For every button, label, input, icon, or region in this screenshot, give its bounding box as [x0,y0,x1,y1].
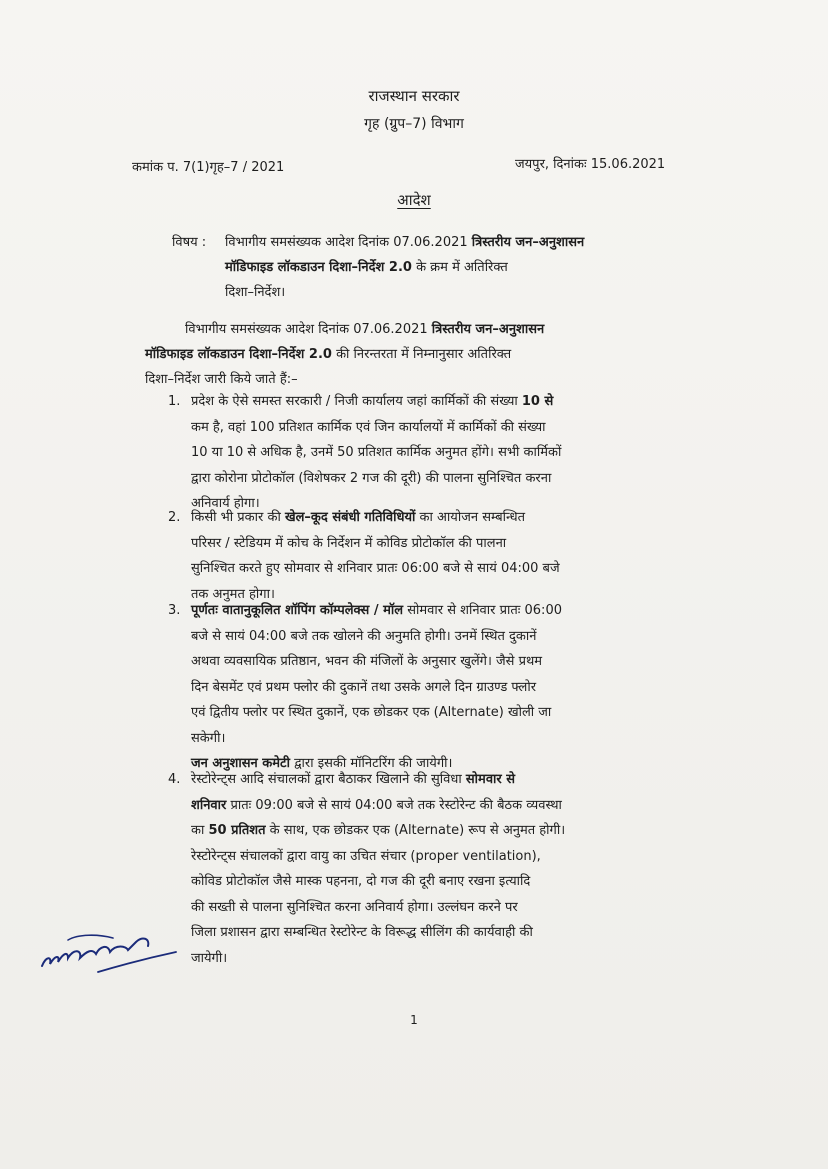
item-line: अथवा व्यवसायिक प्रतिष्ठान, भवन की मंजिलों के अनुसार खुलेंगे। जैसे प्रथम [191,654,543,669]
item-line: जन अनुशासन कमेटी द्वारा इसकी मॉनिटरिंग की जायेगी। [191,756,453,771]
item-number: 2. [168,510,181,525]
instruction-item [168,767,693,971]
order-title [0,190,828,210]
instruction-item [168,598,693,777]
instruction-item [168,389,693,517]
intro-line-1: विभागीय समसंख्यक आदेश दिनांक 07.06.2021 त्रिस्तरीय जन–अनुशासन [185,322,545,337]
item-line: का 50 प्रतिशत के साथ, एक छोडकर एक (Alternate) रूप से अनुमत होगी। [191,823,566,838]
item-line: की सख्ती से पालना सुनिश्चित करना अनिवार्य होगा। उल्लंघन करने पर [191,899,518,915]
intro-line-3: दिशा–निर्देश जारी किये जाते हैं:– [145,372,298,387]
subject-line-3: दिशा–निर्देश। [225,285,286,300]
item-line: बजे से सायं 04:00 बजे तक खोलने की अनुमति होगी। उनमें स्थित दुकानें [191,628,537,644]
item-line: रेस्टोरेन्ट्स आदि संचालकों द्वारा बैठाकर खिलाने की सुविधा सोमवार से [191,772,516,787]
intro-line-2: मॉडिफाइड लॉकडाउन दिशा–निर्देश 2.0 की निरन्तरता में निम्नानुसार अतिरिक्त [145,347,512,362]
instruction-item [168,505,693,607]
handwritten-signature [38,926,178,976]
item-line: अनिवार्य होगा। [191,496,260,511]
item-line: पूर्णतः वातानुकूलित शॉपिंग कॉम्पलेक्स / मॉल सोमवार से शनिवार प्रातः 06:00 [191,603,562,618]
item-line: शनिवार प्रातः 09:00 बजे से सायं 04:00 बजे तक रेस्टोरेन्ट की बैठक व्यवस्था [191,797,562,813]
item-text [191,767,693,971]
reference-number: कमांक प. 7(1)गृह–7 / 2021 [132,160,285,175]
item-line: द्वारा कोरोना प्रोटोकॉल (विशेषकर 2 गज की दूरी) की पालना सुनिश्चित करना [191,470,552,486]
item-line: दिन बेसमेंट एवं प्रथम फ्लोर की दुकानें तथा उसके अगले दिन ग्राउण्ड फ्लोर [191,679,537,695]
item-line: किसी भी प्रकार की खेल–कूद संबंधी गतिविधियों का आयोजन सम्बन्धित [191,510,526,525]
item-text [191,389,693,517]
subject-label: विषय : [172,235,207,250]
item-line: परिसर / स्टेडियम में कोच के निर्देशन में कोविड प्रोटोकॉल की पालना [191,535,507,551]
page-number: 1 [410,1013,418,1027]
item-line: जिला प्रशासन द्वारा सम्बन्धित रेस्टोरेन्ट के विरूद्ध सीलिंग की कार्यवाही की [191,925,533,940]
item-number: 3. [168,603,181,618]
item-number: 1. [168,394,181,409]
item-line: सुनिश्चित करते हुए सोमवार से शनिवार प्रातः 06:00 बजे से सायं 04:00 बजे [191,561,560,576]
item-line: कम है, वहां 100 प्रतिशत कार्मिक एवं जिन कार्यालयों में कार्मिकों की संख्या [191,419,546,435]
order-title-text: आदेश [397,191,431,209]
subject-line-2: मॉडिफाइड लॉकडाउन दिशा–निर्देश 2.0 के क्रम में अतिरिक्त [225,260,508,275]
item-line: एवं द्वितीय फ्लोर पर स्थित दुकानें, एक छोडकर एक (Alternate) खोली जा [191,705,552,720]
item-line: सकेगी। [191,730,226,746]
subject-line-1: विभागीय समसंख्यक आदेश दिनांक 07.06.2021 त्रिस्तरीय जन–अनुशासन [225,235,585,250]
item-number: 4. [168,772,181,787]
item-text [191,505,693,607]
item-line: तक अनुमत होगा। [191,586,275,602]
item-line: कोविड प्रोटोकॉल जैसे मास्क पहनना, दो गज की दूरी बनाए रखना इत्यादि [191,874,531,889]
item-line: प्रदेश के ऐसे समस्त सरकारी / निजी कार्यालय जहां कार्मिकों की संख्या 10 से [191,394,554,409]
item-line: जायेगी। [191,950,228,966]
item-line: रेस्टोरेन्ट्स संचालकों द्वारा वायु का उचित संचार (proper ventilation), [191,848,541,864]
item-text [191,598,693,777]
item-line: 10 या 10 से अधिक है, उनमें 50 प्रतिशत कार्मिक अनुमत होंगे। सभी कार्मिकों [191,445,562,460]
place-date: जयपुर, दिनांकः 15.06.2021 [515,157,666,172]
government-name: राजस्थान सरकार [368,87,460,105]
department-name: गृह (ग्रुप–7) विभाग [364,116,464,132]
